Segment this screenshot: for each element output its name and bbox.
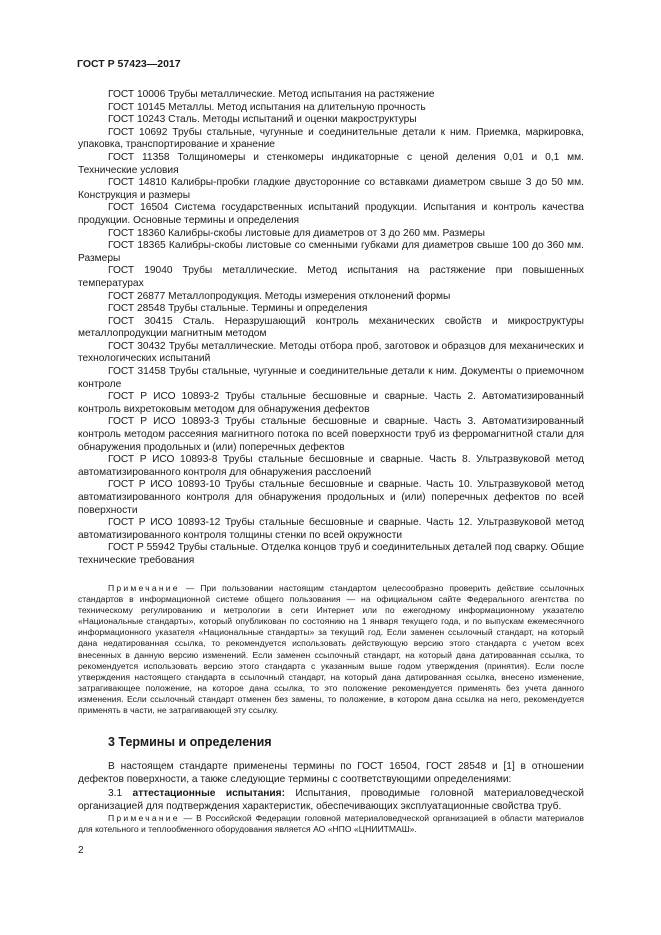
reference-title: Трубы стальные бесшовные и сварные. Часть 8. Ультразвуковой метод автоматизированного контроля для обнаружения расслоений <box>78 454 584 478</box>
reference-code: ГОСТ 10692 <box>108 126 168 138</box>
term-definition <box>78 788 584 813</box>
reference-title: Трубы металлические. Метод испытания на растяжение при повышенных температурах <box>78 265 584 289</box>
reference-title: Металлы. Метод испытания на длительную прочность <box>168 101 426 113</box>
reference-title: Трубы металлические. Методы отбора проб, заготовок и образцов для механических и технологических испытаний <box>78 340 584 365</box>
term-number: 3.1 <box>108 788 133 800</box>
reference-item <box>78 517 584 542</box>
term-note-label: Примечание <box>108 813 180 823</box>
reference-item <box>78 102 584 115</box>
reference-title: Трубы стальные бесшовные и сварные. Часть 10. Ультразвуковой метод автоматизированного контроля для обнаружения продольных и (или) поперечных дефектов по всей поверхности <box>78 479 584 516</box>
reference-title: Трубы стальные бесшовные и сварные. Часть 3. Автоматизированный контроль методом рассеяния магнитного потока по всей поверхности труб из ферромагнитной стали для обнаружения продольных и (или) поперечных дефектов <box>78 416 584 453</box>
reference-title: Сталь. Методы испытаний и оценки макроструктуры <box>168 114 417 126</box>
reference-title: Металлопродукция. Методы измерения отклонений формы <box>168 290 451 302</box>
reference-title: Калибры-скобы листовые со сменными губками для диаметров свыше 100 до 360 мм. Размеры <box>78 240 584 264</box>
reference-item <box>78 114 584 127</box>
reference-code: ГОСТ 26877 <box>108 290 166 302</box>
reference-code: ГОСТ 14810 <box>108 177 167 189</box>
reference-code: ГОСТ 18365 <box>108 240 166 252</box>
reference-item <box>78 542 584 567</box>
term-note-text: — В Российской Федерации головной материаловедческой организацией в области материалов для котельного и теплообменного оборудования является АО «НПО «ЦНИИТМАШ». <box>78 813 584 835</box>
reference-title: Трубы стальные, чугунные и соединительные детали к ним. Документы о приемочном контроле <box>78 366 584 390</box>
reference-code: ГОСТ 10006 <box>108 89 166 100</box>
reference-code: ГОСТ 19040 <box>108 265 173 277</box>
reference-item <box>78 366 584 391</box>
term-name: аттестационные испытания: <box>132 788 286 800</box>
reference-title: Трубы металлические. Метод испытания на растяжение <box>168 89 435 100</box>
references-note <box>78 583 584 716</box>
reference-code: ГОСТ 16504 <box>108 202 169 214</box>
reference-code: ГОСТ Р 55942 <box>108 542 175 554</box>
reference-item <box>78 479 584 517</box>
reference-code: ГОСТ 30432 <box>108 340 166 352</box>
reference-code: ГОСТ 18360 <box>108 227 166 239</box>
reference-item <box>78 152 584 177</box>
note-text: — При пользовании настоящим стандартом целесообразно проверить действие ссылочных стандартов в информационной системе общего пользования — на официальном сайте Федерального агентства по техническому регулированию и метрологии в сети Интернет или по ежегодному информационному указателю «Национальные стандарты», который опубликован по состоянию на 1 января текущего года, и по выпускам ежемесячного информационного указателя «Национальные стандарты» за текущий год. Если заменен ссылочный стандарт, на который дана недатированная ссылка, то рекомендуется использовать действующую версию этого стандарта с учетом всех внесенных в данную версию изменений. Если заменен ссылочный стандарт, на который дана датированная ссылка, то рекомендуется использовать версию этого стандарта с указанным выше годом утверждения (принятия). Если после утверждения настоящего стандарта в ссылочный стандарт, на который дана датированная ссылка, внесено изменение, затрагивающее положение, на которое дана ссылка, то это положение рекомендуется применять без учета данного изменения. Если ссылочный стандарт отменен без замены, то положение, в котором дана ссылка на него, рекомендуется применять в части, не затрагивающей эту ссылку. <box>78 583 584 716</box>
reference-item <box>78 265 584 290</box>
reference-title: Толщиномеры и стенкомеры индикаторные с ценой деления 0,01 и 0,1 мм. Технические условия <box>78 151 584 176</box>
normative-references-list <box>78 89 584 568</box>
reference-title: Система государственных испытаний продукции. Испытания и контроль качества продукции. Основные термины и определения <box>78 202 584 226</box>
note-label: Примечание <box>108 583 180 593</box>
reference-title: Калибры-пробки гладкие двусторонние со вставками диаметром свыше 3 до 50 мм. Конструкция и размеры <box>78 177 584 201</box>
reference-item <box>78 177 584 202</box>
reference-item <box>78 89 584 102</box>
section-title: 3 Термины и определения <box>108 735 272 749</box>
reference-title: Трубы стальные бесшовные и сварные. Часть 12. Ультразвуковой метод автоматизированного контроля толщины стенки по всей окружности <box>78 517 584 541</box>
reference-title: Трубы стальные бесшовные и сварные. Часть 2. Автоматизированный контроль вихретоковым методом для обнаружения дефектов <box>78 391 584 415</box>
reference-item <box>78 202 584 227</box>
reference-item <box>78 316 584 341</box>
section-body <box>78 761 584 815</box>
reference-item <box>78 291 584 304</box>
reference-item <box>78 391 584 416</box>
reference-code: ГОСТ Р ИСО 10893-12 <box>108 517 221 529</box>
term-text: Испытания, проводимые головной материаловедческой организацией для подтверждения характеристик, обеспечивающих эксплуатационные свойства труб. <box>78 788 584 812</box>
reference-code: ГОСТ 10243 <box>108 114 166 126</box>
reference-title: Трубы стальные. Термины и определения <box>168 303 368 315</box>
reference-item <box>78 127 584 152</box>
reference-code: ГОСТ Р ИСО 10893-3 <box>108 416 220 428</box>
reference-item <box>78 341 584 366</box>
reference-item <box>78 454 584 479</box>
document-header: ГОСТ Р 57423—2017 <box>77 58 181 70</box>
reference-item <box>78 416 584 454</box>
page-number: 2 <box>78 845 84 856</box>
reference-code: ГОСТ Р ИСО 10893-10 <box>108 479 221 491</box>
reference-code: ГОСТ 11358 <box>108 151 170 163</box>
reference-code: ГОСТ 31458 <box>108 366 166 378</box>
reference-code: ГОСТ 10145 <box>108 101 166 113</box>
section-intro: В настоящем стандарте применены термины по ГОСТ 16504, ГОСТ 28548 и [1] в отношении дефектов поверхности, а также следующие термины с соответствующими определениями: <box>78 761 584 785</box>
reference-item <box>78 303 584 316</box>
reference-item <box>78 228 584 241</box>
reference-title: Сталь. Неразрушающий контроль механических свойств и микроструктуры металлопродукции магнитным методом <box>78 315 584 340</box>
reference-item <box>78 240 584 265</box>
reference-title: Трубы стальные, чугунные и соединительные детали к ним. Приемка, маркировка, упаковка, транспортирование и хранение <box>78 126 584 151</box>
reference-title: Калибры-скобы листовые для диаметров от 3 до 260 мм. Размеры <box>168 227 485 239</box>
term-note <box>78 813 584 835</box>
reference-code: ГОСТ Р ИСО 10893-8 <box>108 454 218 466</box>
reference-code: ГОСТ Р ИСО 10893-2 <box>108 391 220 403</box>
reference-title: Трубы стальные. Отделка концов труб и соединительных деталей под сварку. Общие технические требования <box>78 542 584 566</box>
reference-code: ГОСТ 30415 <box>108 315 173 327</box>
reference-code: ГОСТ 28548 <box>108 303 166 315</box>
